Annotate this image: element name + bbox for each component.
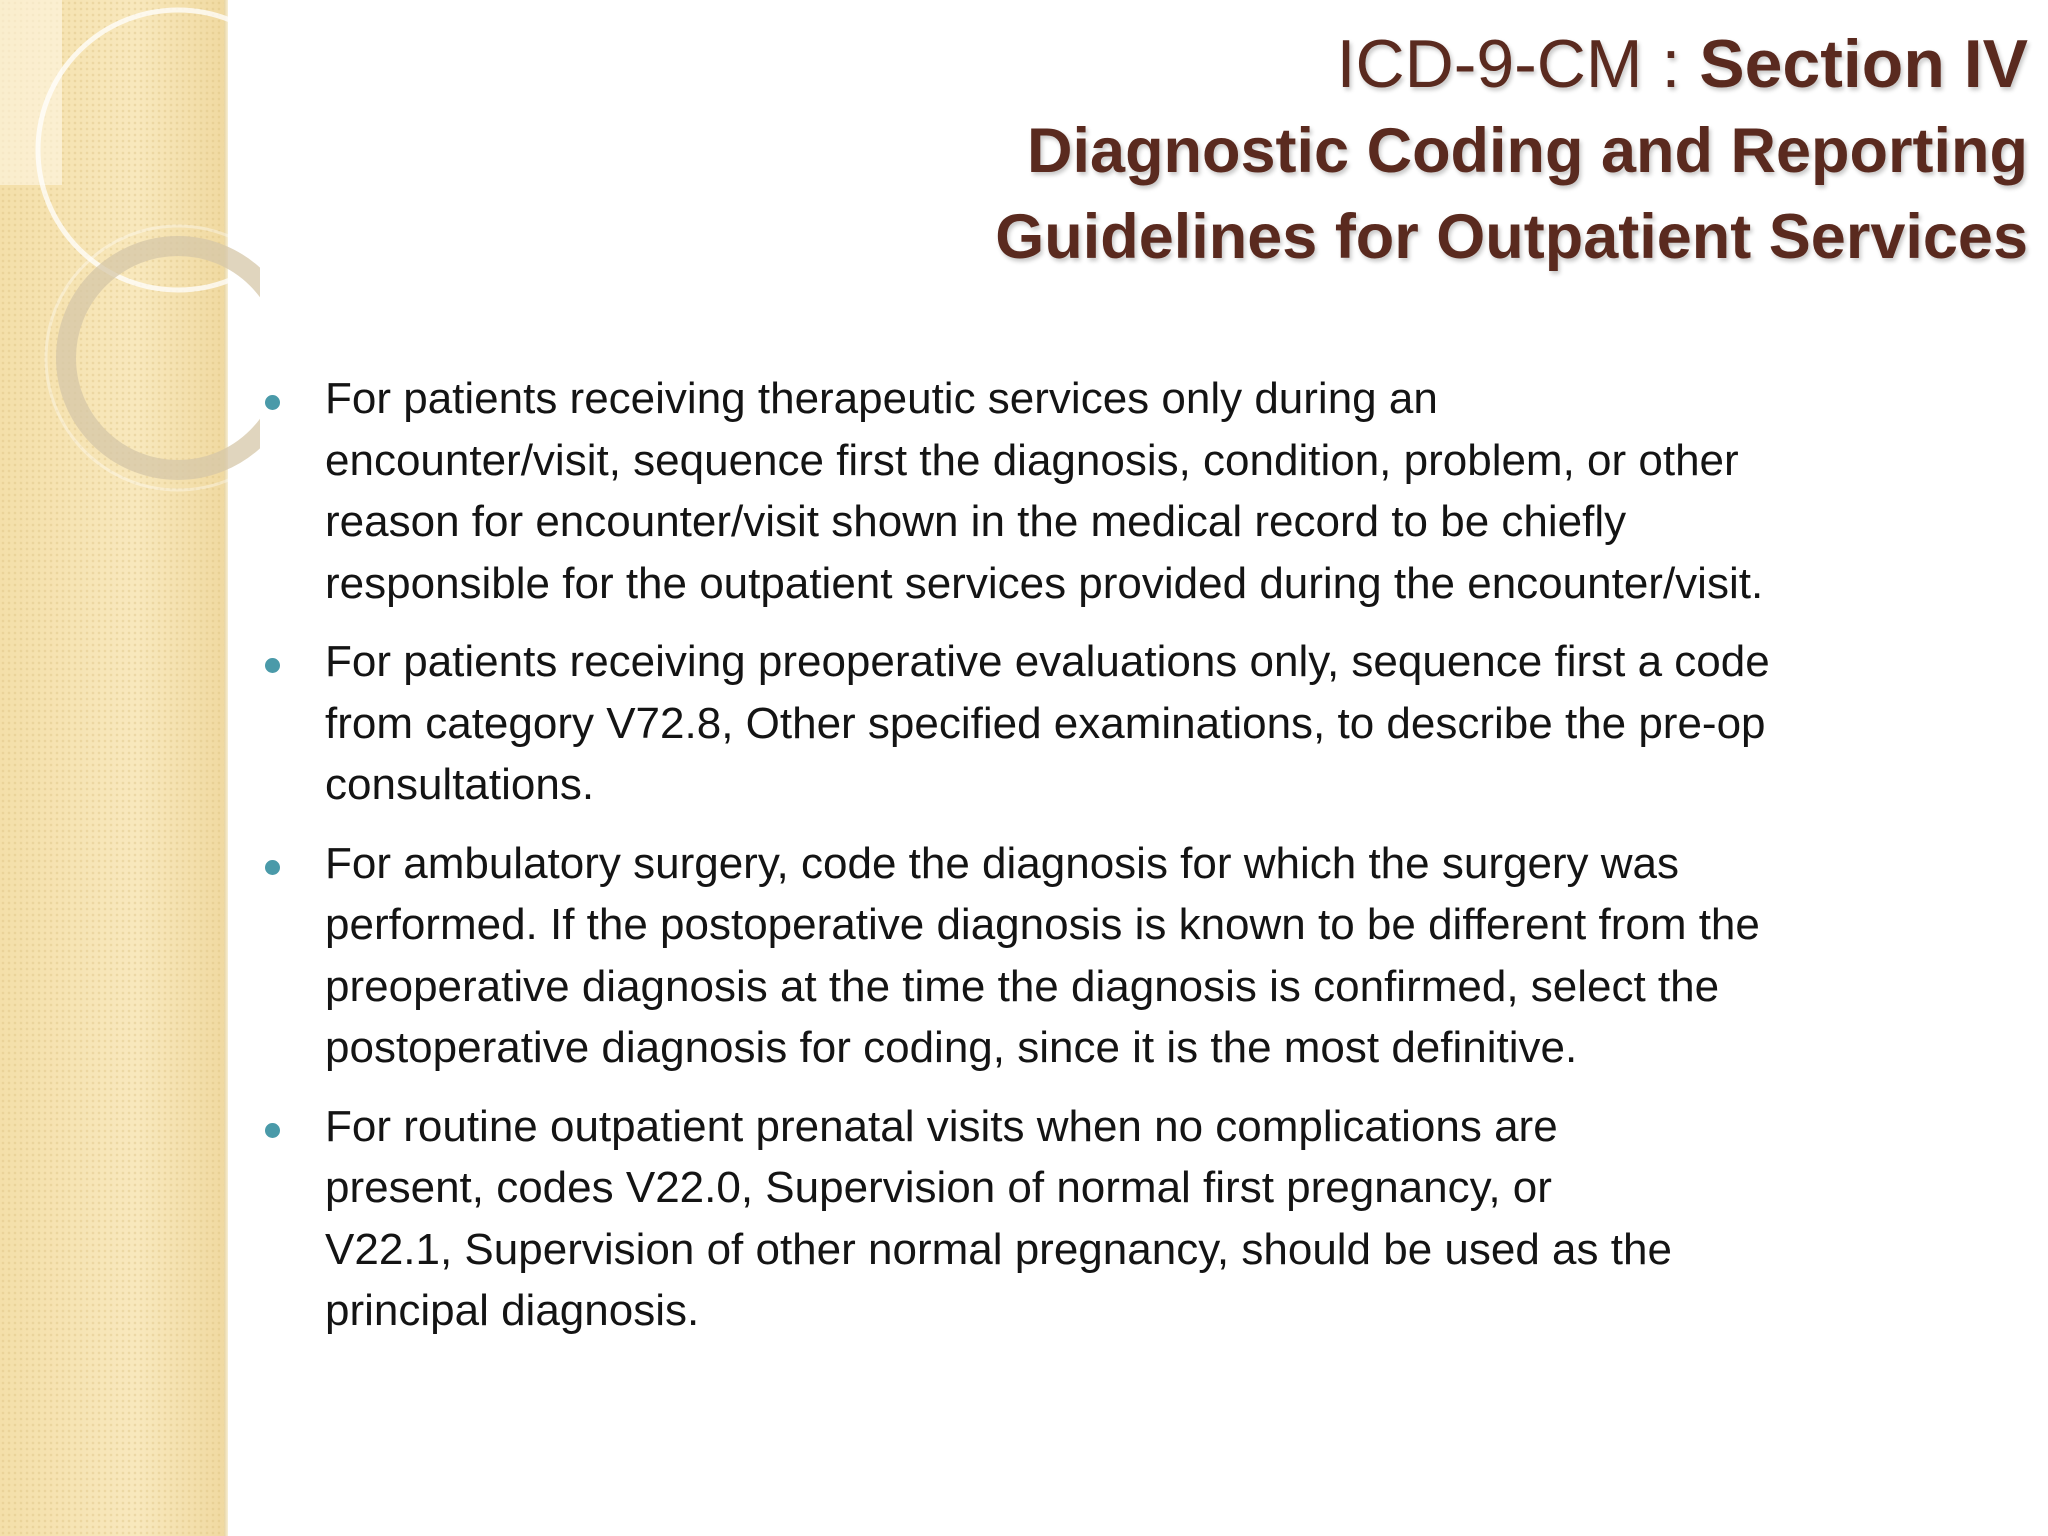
bullet-dot-icon: [265, 1123, 280, 1138]
bullet-item: [262, 368, 2022, 614]
title-line-1: [328, 20, 2028, 108]
bullet-line: performed. If the postoperative diagnosis is known to be different from the: [325, 900, 1760, 949]
bullet-line: consultations.: [325, 760, 595, 809]
bullet-line: For routine outpatient prenatal visits when no complications are: [325, 1101, 1558, 1151]
bullet-line: from category V72.8, Other specified examinations, to describe the pre-op: [325, 698, 1766, 748]
bullet-line: responsible for the outpatient services provided during the encounter/visit.: [325, 558, 1764, 608]
bullet-dot-icon: [265, 860, 280, 875]
decorative-rings: [0, 0, 260, 520]
bullet-line: V22.1, Supervision of other normal pregnancy, should be used as the: [325, 1224, 1672, 1274]
title-line-2: Diagnostic Coding and Reporting: [1027, 116, 2028, 186]
bullet-line: For ambulatory surgery, code the diagnosis for which the surgery was: [325, 838, 1680, 888]
bullet-dot-icon: [265, 658, 280, 673]
bullet-item: [262, 1096, 2022, 1342]
bullet-line: principal diagnosis.: [325, 1286, 700, 1335]
bullet-line: postoperative diagnosis for coding, since it is the most definitive.: [325, 1023, 1578, 1072]
bullet-line: preoperative diagnosis at the time the diagnosis is confirmed, select the: [325, 961, 1720, 1011]
bullet-line: reason for encounter/visit shown in the medical record to be chiefly: [325, 497, 1627, 546]
bullet-line: encounter/visit, sequence first the diagnosis, condition, problem, or other: [325, 435, 1739, 485]
title-section: Section IV: [1699, 26, 2028, 102]
bullet-item: [262, 631, 2022, 816]
bullet-dot-icon: [265, 395, 280, 410]
bullet-list: [262, 368, 2022, 1359]
bullet-item: [262, 833, 2022, 1079]
title-line-3: Guidelines for Outpatient Services: [995, 202, 2028, 272]
bullet-line: For patients receiving therapeutic services only during an: [325, 374, 1438, 423]
title-prefix: ICD-9-CM :: [1336, 26, 1700, 102]
bullet-line: present, codes V22.0, Supervision of normal first pregnancy, or: [325, 1163, 1552, 1212]
bullet-line: For patients receiving preoperative evaluations only, sequence first a code: [325, 637, 1770, 686]
slide-title: [328, 20, 2028, 280]
